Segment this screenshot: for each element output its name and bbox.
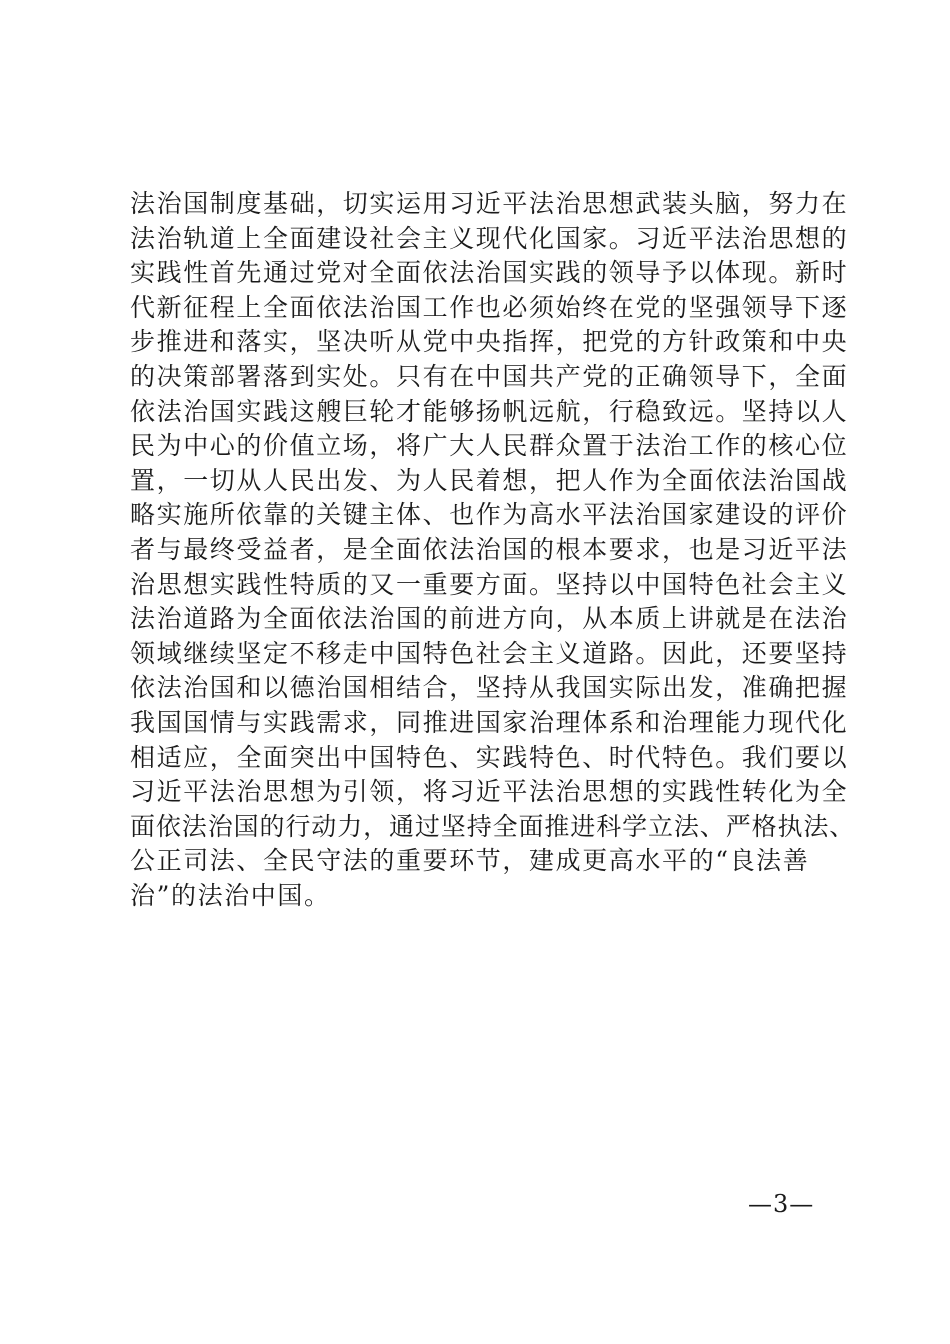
text-line: 依法治国和以德治国相结合，坚持从我国实际出发，准确把握 [130,673,849,703]
text-line: 民为中心的价值立场，将广大人民群众置于法治工作的核心位 [130,431,849,461]
text-line: 者与最终受益者，是全面依法治国的根本要求，也是习近平法 [130,534,849,564]
text-line: 公正司法、全民守法的重要环节，建成更高水平的“良法善 [130,846,810,876]
text-line: 法治轨道上全面建设社会主义现代化国家。习近平法治思想的 [130,223,849,253]
text-line: 相适应，全面突出中国特色、实践特色、时代特色。我们要以 [130,742,849,772]
page-number: —3— [748,1190,815,1218]
text-line: 面依法治国的行动力，通过坚持全面推进科学立法、严格执法、 [130,811,856,841]
text-line: 代新征程上全面依法治国工作也必须始终在党的坚强领导下逐 [130,292,849,322]
text-line: 法治国制度基础，切实运用习近平法治思想武装头脑，努力在 [130,189,849,218]
text-line: 实践性首先通过党对全面依法治国实践的领导予以体现。新时 [130,258,849,288]
text-line: 我国国情与实践需求，同推进国家治理体系和治理能力现代化 [130,707,849,737]
body-text [130,187,856,913]
text-line: 依法治国实践这艘巨轮才能够扬帆远航，行稳致远。坚持以人 [130,396,849,426]
text-line: 领域继续坚定不移走中国特色社会主义道路。因此，还要坚持 [130,638,849,668]
text-line: 的决策部署落到实处。只有在中国共产党的正确领导下，全面 [130,361,849,391]
text-line: 略实施所依靠的关键主体、也作为高水平法治国家建设的评价 [130,500,849,530]
text-line: 习近平法治思想为引领，将习近平法治思想的实践性转化为全 [130,777,849,807]
text-line: 置，一切从人民出发、为人民着想，把人作为全面依法治国战 [130,465,849,495]
text-line: 治思想实践性特质的又一重要方面。坚持以中国特色社会主义 [130,569,849,599]
text-line: 治”的法治中国。 [130,880,331,910]
text-line: 法治道路为全面依法治国的前进方向，从本质上讲就是在法治 [130,604,849,634]
text-line: 步推进和落实，坚决听从党中央指挥，把党的方针政策和中央 [130,327,849,357]
